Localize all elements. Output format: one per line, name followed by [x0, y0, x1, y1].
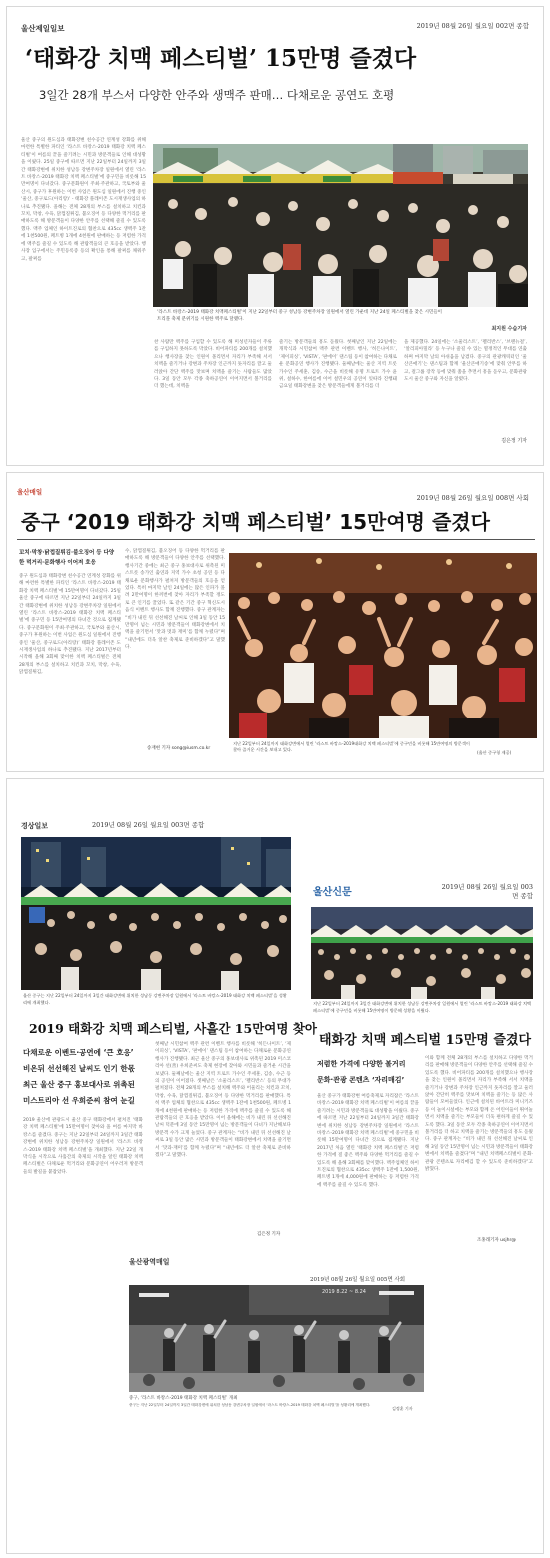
article-panel-ulsan-maeil — [6, 472, 544, 772]
dateline: 2019년 08월 26일 월요일 005면 사회 — [310, 1277, 406, 1283]
lead-summary: 꼬치·막창·닭껍질튀김·불오징어 등 다양한 먹거리·문화행사 이어져 호응 — [19, 550, 115, 566]
photo-caption: 울산 중구는 지난 22일부터 24일까지 3일간 태화강변에 위치한 성남동 강변주차장 일원에서 ‘라스트 바캉스-2019 태화강 치맥 페스티벌’을 성황리에 개최했다. — [23, 993, 287, 1005]
newspaper-name: 울산제일일보 — [21, 24, 65, 33]
article-column-1: 울산 중구의 원도심과 태화강변 친수공간 연계성 강화를 위해 마련한 특별한 파티인 ‘라스트 바캉스-2019 태화강 치맥 페스티벌’이 여름의 끝을 즐기려는 시민과 방문객들로 인해 대성황을 이뤘다. 25일 중구에 따르면 지난 22일부터 24일까지 3일간 태화강변에 위치한 성남동 강변주차장 일원에서 열린 ‘라스트 바캉스-2019 태화강 치맥 페스티벌’에 중구민을 비롯해 15만여명이 다녀갔다. 중구문화원이 주최·주관하고, 국토부와 울산시, 중구가 후원하는 이번 사업은 원도심 일원에서 진행 중인 ‘울산, 중구로드(아리랑)’ - 태화강 플레이존 도시재생사업의 하나로 추진됐다. 올해는 전체 28개의 부스를 설치하고 치킨과 꼬치, 막창, 수육, 닭껍질튀김, 불오징어 등 다양한 먹거리를 판매하도록 해 방문객들이 다양한 안주를 선택해 즐길 수 있도록 했다. 맥주 업체인 하이트진로의 협찬으로 435cc 생맥주 1잔에 1천500원, 페트병 1개에 4천원에 판매하는 등 저렴한 가격에 맥주를 즐길 수 있도록 해 관람객들의 큰 호응을 받았다. 행사장 입구에서는 주민등록증 등의 확인을 통해 팔찌를 채워주고, 팔찌를 — [21, 138, 146, 262]
byline: 송재현 기자 song@iusm.co.kr — [147, 746, 211, 751]
dateline: 2019년 08월 26일 월요일 008면 사회 — [416, 494, 529, 502]
article-column-2: 찬 사람만 맥주를 구입할 수 있도록 해 미성년자들이 주류를 구입하지 못하도록 막았다. 비어파티를 200개를 설치했으나 행사장을 찾는 인원이 몰리면서 자리가 부족해 서서 치맥을 즐기거나 강변과 주차장 인근까지 돗자리를 깔고 둘러앉아 간단 맥주를 맛보며 치맥을 즐기는 사람들도 많았다. 3일 동안 모두 각종 축하공연이 이어지면서 볼거리를 더 했는데, 치맥을 — [154, 340, 272, 390]
photo-caption: 중구, ‘라스트 바캉스-2019 태화강 치맥 페스티벌’ 개최 — [129, 1396, 238, 1401]
article-panel-ulsan-jeil — [6, 6, 544, 466]
newspaper-name: 울산신문 — [313, 887, 352, 898]
clipping-page — [6, 778, 544, 1554]
headline-rule — [17, 539, 535, 540]
subheadline-1: 다채로운 이벤트·공연에 ‘큰 호응’ — [23, 1048, 134, 1057]
subheadline-1: 저렴한 가격에 다양한 볼거리 — [317, 1060, 406, 1068]
photo-caption: 지난 22일부터 24일까지 3일간 태화강변에 위치한 성남동 강변주차장 일원에서 열린 ‘라스트 바캉스-2019 태화강 치맥 페스티벌’에 중구민을 비롯해 15만여명이 방문해 성황을 이뤘다. — [313, 1001, 532, 1013]
subheadline: 3일간 28개 부스서 다양한 안주와 생맥주 판매… 다채로운 공연도 호평 — [39, 88, 395, 102]
article-column-2: 첫째날 시민참여 맥주 관련 이벤트 행사를 비롯해 ‘히든나이트’, ‘제이피싱’, ‘VISTA’, ‘판에이’ 댄스팀 등이 참여하는 다채로운 문화공연 행사가 진행됐다. 최근 울산 중구의 홍보대사로 위촉된 2019 미스코리아 선(善) 우희준씨도 축제 현장에 찾아와 시민들과 즐거운 시간을 보냈다. 둘째날에는 울산 지역 트로트 가수인 주세훈, 김송, 수근 등의 공연이 이어졌다. 셋째날은 ‘소울리스트’, ‘펠리반스’ 등의 무대가 펼쳐졌다. 전체 28개의 부스를 설치해 맥주와 어울리는 치킨과 꼬치, 막창, 수육, 닭껍질튀김, 불오징어 등 다양한 먹거리를 판매했다. 특히 맥주 업체의 협찬으로 435cc 생맥주 1잔에 1천500원, 페트병 1개에 4천원에 판매하는 등 저렴한 가격에 맥주를 즐길 수 있도록 해 관람객들의 큰 호응을 받았다. 이어 올해에는 비가 내린 뒤 선선해진 날씨 덕분에 3일 동안 15만명이 넘는 방문객들이 다녀가 지난해보다 방문객 수가 크게 늘었다. 중구 관계자는 “비가 내린 뒤 선선해진 날씨로 3일 동안 많은 시민과 방문객들이 태화강변에서 치맥을 즐기면서 ‘맛과·재미’를 함께 누렸다”며 “내년에도 더 알찬 축제로 준비하겠다”고 말했다. — [155, 1042, 291, 1159]
byline: 조홍래기자 usjhr@ — [477, 1238, 516, 1243]
byline: 김은정 기자 — [257, 1232, 281, 1237]
festival-tents-night-photo — [21, 837, 291, 990]
article-column-3: 즐기는 방문객들의 흥도 돋웠다. 첫째날인 지난 22일에는 개막식과 시민참여 맥주 관련 이벤트 행사, ‘히든나이트’, ‘제이피싱’, ‘VISTA’, ‘판에이’ 댄스팀 등이 참여하는 다채로운 문화공연 행사가 진행됐다. 둘째날에는 울산 지역 트롯가수인 주세훈, 김송, 수근을 비롯해 유명 트로트 가수 윤위, 설하수, 한여름에 이어 설민우의 공연이 잇따라 진행돼 금요일 태화강변을 찾은 방문객들에게 볼거리를 더 — [279, 340, 397, 390]
festival-crowd-evening-photo — [311, 907, 533, 999]
headline: ‘태화강 치맥 페스티벌’ 15만명 즐겼다 — [25, 45, 417, 72]
subheadline-4: 미스트리아 선 우희준씨 참여 눈길 — [23, 1096, 135, 1105]
article-column-1: 중구 원도심과 태화강변 친수공간 연계성 강화를 위해 마련한 특별한 파티인 ‘라스트 바캉스-2019 태화강 치맥 페스티벌’에 15만여명이 다녀갔다. 25일 울산 중구에 따르면 지난 22일부터 24일까지 3일간 태화강변에 위치한 성남동 강변주차장 일원에서 열린 ‘라스트 바캉스-2019 태화강 치맥 페스티벌’에 중구민 등 15만여명의 다녀간 것으로 집계됐다. 중구문화원이 주최·주관하고, 국토부와 울산시, 중구가 후원하는 이번 사업은 원도심 일원에서 진행 중인 ‘울산, 중구로드(아리랑)’ 태화강 플레이존 도시재생사업의 하나로 추진됐다. 지난 2017년부터 시작해 올해 3회째 맞이한 치맥 페스티벌은 전체 28개의 부스를 설치하고 치킨과 꼬치, 막창, 수육, 닭껍질튀김, — [19, 574, 121, 676]
subheadline-2: 문화·관광 콘텐츠 ‘자리매김’ — [317, 1076, 405, 1084]
photo-credit: 최지원 수습기자 — [491, 326, 527, 332]
newspaper-name: 울산매일 — [17, 488, 43, 496]
festival-night-crowd-photo — [229, 553, 537, 738]
article-column-1: 2019 울산에 관광도시 울산 중구 태화강에서 펼쳐진 ‘태화강 치맥 페스티벌’에 15만여명이 찾아와 올 여름 마지막 바캉스를 즐겼다. 중구는 지난 22일부터 24일까지 3일간 태화강변에 위치한 성남동 강변주차장 일원에서 ‘라스트 바캉스-2019 태화강 치맥 페스티벌’을 개최했다. 지난 22일 개막식을 시작으로 사흘간의 축제의 시작을 알린 태화강 치맥 페스티벌은 다채로운 먹거리와 문화공연이 어우러져 방문객들의 발길을 붙잡았다. — [23, 1118, 143, 1175]
article-column-2: 수, 닭껍질튀김, 불오징어 등 다양한 먹거리를 판매하도록 해 방문객들이 다양한 안주를 선택했다. 행사기간 중에는 최근 중구 홍보대사로 위촉된 미스트롯 송가인 출연과 지역 가수 초청 공연 등 다채로운 문화행사가 펼쳐져 방문객들의 호응을 얻었다. 특히 마지막 날인 24일에는 많은 인파가 몰려 2만여명이 한꺼번에 찾아 자리가 부족할 정도로 큰 인기를 끌었다. 또 같은 기간 중구 혁신도시 음식 이벤트 행사도 함께 진행했다. 중구 관계자는 “비가 내린 뒤 선선해진 날씨로 인해 3일 동안 15만명이 넘는 시민과 방문객들이 태화강변에서 치맥을 즐기면서 ‘맛과 멋과 재미’를 함께 누렸다”며 “내년에도 더욱 알찬 축제로 준비하겠다”고 말했다. — [125, 549, 225, 651]
festival-crowd-photo — [153, 144, 528, 307]
byline: 김은정 기자 — [501, 438, 527, 444]
dateline: 2019년 08월 26일 월요일 003면 종합 — [441, 883, 533, 900]
photo-caption: 지난 22일부터 24일까지 태화강변에서 열린 ‘라스트 바캉스-2019태화강 치맥 페스티벌’에 중구민을 비롯해 15만여명의 방문객이 찾아 즐거운 시간을 보내고 있다. — [233, 741, 470, 752]
photo-caption: ‘라스트 바캉스-2019 태화강 치맥페스티벌’이 지난 22일부터 중구 성남동 강변주차장 일원에서 열린 가운데 지난 24일 페스티벌을 찾은 시민들이 트리플 축제 분위기를 시원한 맥주로 달랬다. — [157, 310, 442, 322]
headline: 2019 태화강 치맥 페스티벌, 사흘간 15만여명 찾아 — [29, 1021, 317, 1036]
article-column-2: 이와 함께 전체 28개의 부스를 설치하고 다양한 먹거리를 판매해 방문객들이 다양한 안주를 선택해 즐길 수 있도록 했다. 비어파티를 200개를 설치했으나 행사장을 찾는 인원이 몰리면서 자리가 부족해 서서 치맥을 즐기거나 강변과 주차장 인근까지 돗자리를 깔고 둘러앉아 간단히 맥주를 맛보며 치맥을 즐기는 등 많은 사람들이 모여들었다. 인근에 설치된 바어트라 미니키즈 등 이 놀이시설에는 부모와 함께 온 어린이들이 뛰어놀면서 치맥을 즐기는 부모들이 더욱 편하게 즐길 수 있도록 했다. 3일 동안 모두 각종 축하공연이 이어지면서 볼거리를 더 하고 치맥을 즐기는 방문객들의 흥도 돋웠다. 중구 관계자는 “비가 내린 뒤 선선해진 날씨로 인해 3일 동안 15만명이 넘는 시민과 방문객들이 태화강변에서 치맥을 즐겼다”며 “내년 치맥페스티벌이 문화·관광 콘텐츠로 자리매김 할 수 있도록 준비하겠다”고 밝혔다. — [425, 1056, 533, 1173]
dateline: 2019년 08월 26일 월요일 003면 종합 — [92, 821, 205, 829]
photo-banner: 2019 8.22 ~ 8.24 — [322, 1289, 366, 1295]
article-column-4: 을 제공했다. 24일에는 ‘소울리스트’, ‘펠리반스’, ‘브랜뉴걸’, ‘알리피아밀라’ 등 누구나 즐길 수 있는 열정적인 무대를 연출하며 마지막 날의 아쉬움을 남겼다. 중구의 관광캐릭터인 ‘울산큰애기’는 댄스팀과 함께 ‘울산큰애기송’에 맞춰 안무를 하고, 걸그룹 장작 등에 맞춰 춤을 추면서 흥을 돋우고, 문화관광도시 울산 중구와 자신을 알렸다. — [404, 340, 527, 383]
article-column-1: 울산 중구가 태화강변 여름축제로 자리잡은 ‘라스트 바캉스-2019 태화강 치맥 페스티벌’이 여름의 끝을 즐기려는 시민과 방문객들로 대성황을 이뤘다. 중구에 따르면 지난 22일부터 24일까지 3일간 태화강변에 위치한 성남동 강변주차장 일원에서 ‘라스트 바캉스-2019 태화강 치맥 페스티벌’에 중구민을 비롯해 15만여명이 다녀간 것으로 집계됐다. 지난 2017년 처음 열린 ‘태화강 치맥 페스티벌’은 저렴한 가격에 질 좋은 맥주와 다양한 먹거리를 즐길 수 있도록 해 올해 3회째를 맞이했다. 맥주업체인 하이트진로의 협찬으로 435cc 생맥주 1잔에 1,500원, 페트병 1개에 4,000원에 판매하는 등 저렴한 가격에 맥주를 즐길 수 있도록 했다. — [317, 1094, 419, 1188]
byline: 김정훈 기자 — [392, 1406, 413, 1411]
subheadline-3: 최근 울산 중구 홍보대사로 위촉된 — [23, 1080, 135, 1089]
headline: 중구 ‘2019 태화강 치맥 페스티벌’ 15만여명 즐겼다 — [21, 510, 490, 534]
photo-credit: (울산 중구청 제공) — [477, 750, 512, 755]
subheadline-2: 비온뒤 선선해진 날씨도 인기 한몫 — [23, 1064, 135, 1073]
headline: 태화강 치맥 페스티벌 15만명 즐겼다 — [319, 1033, 532, 1048]
photo-caption-detail: 중구는 지난 22일부터 24일까지 3일간 태화강변에 위치한 성남동 강변주차장 일원에서 ‘라스트 바캉스-2019 태화강 치맥 페스티벌’을 성황리에 개최했다. — [129, 1403, 371, 1407]
newspaper-name: 경상일보 — [21, 822, 49, 830]
newspaper-name: 울산광역매일 — [129, 1258, 170, 1266]
dateline: 2019년 08월 26일 월요일 002면 종합 — [416, 22, 529, 30]
festival-stage-dancers-photo — [129, 1285, 424, 1392]
